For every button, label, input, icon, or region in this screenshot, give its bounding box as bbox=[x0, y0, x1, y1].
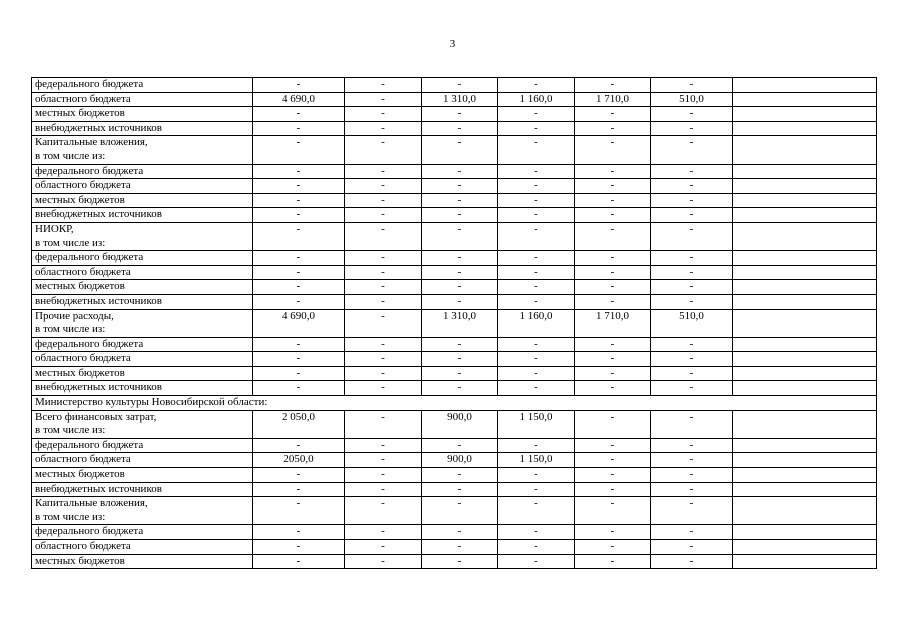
value-cell: 1 310,0 bbox=[422, 92, 498, 107]
value-cell: - bbox=[253, 438, 345, 453]
value-cell: - bbox=[253, 164, 345, 179]
value-cell: - bbox=[345, 193, 422, 208]
row-label-text: местных бюджетов bbox=[35, 554, 125, 567]
value-cell: - bbox=[575, 366, 651, 381]
row-label bbox=[32, 366, 253, 381]
row-label bbox=[32, 107, 253, 122]
value-cell: - bbox=[345, 280, 422, 295]
value-cell: - bbox=[345, 337, 422, 352]
value-cell: - bbox=[498, 280, 575, 295]
table-row bbox=[32, 136, 877, 164]
value-cell: - bbox=[575, 453, 651, 468]
page-number: 3 bbox=[449, 38, 456, 50]
table-row bbox=[32, 92, 877, 107]
value-cell: - bbox=[345, 179, 422, 194]
value-cell: - bbox=[422, 294, 498, 309]
value-cell: - bbox=[422, 497, 498, 525]
row-label bbox=[32, 121, 253, 136]
value-cell: - bbox=[422, 208, 498, 223]
value-cell: 4 690,0 bbox=[253, 309, 345, 337]
value-cell: - bbox=[498, 208, 575, 223]
table-row bbox=[32, 208, 877, 223]
value-cell bbox=[733, 107, 877, 122]
value-cell: - bbox=[422, 136, 498, 164]
value-cell: - bbox=[253, 468, 345, 483]
value-cell bbox=[733, 366, 877, 381]
row-label-text: областного бюджета bbox=[35, 540, 131, 552]
value-cell: - bbox=[422, 381, 498, 396]
table-row bbox=[32, 265, 877, 280]
row-label-subtext: в том числе из: bbox=[35, 510, 106, 523]
value-cell: - bbox=[253, 136, 345, 164]
table-row bbox=[32, 280, 877, 295]
value-cell: - bbox=[253, 337, 345, 352]
value-cell: - bbox=[422, 540, 498, 555]
value-cell: - bbox=[651, 121, 733, 136]
value-cell bbox=[733, 381, 877, 396]
row-label-text: федерального бюджета bbox=[35, 438, 144, 451]
table-row bbox=[32, 497, 877, 525]
row-label-subtext: в том числе из: bbox=[35, 236, 106, 249]
row-label-text: федерального бюджета bbox=[35, 337, 144, 350]
row-label bbox=[32, 92, 253, 107]
value-cell bbox=[733, 482, 877, 497]
value-cell: - bbox=[498, 78, 575, 93]
row-label-text: местных бюджетов bbox=[35, 193, 125, 206]
value-cell: 900,0 bbox=[422, 453, 498, 468]
value-cell: - bbox=[575, 136, 651, 164]
value-cell: - bbox=[422, 280, 498, 295]
value-cell: 4 690,0 bbox=[253, 92, 345, 107]
value-cell: - bbox=[253, 482, 345, 497]
value-cell bbox=[733, 208, 877, 223]
value-cell bbox=[733, 352, 877, 367]
value-cell: 510,0 bbox=[651, 92, 733, 107]
value-cell: - bbox=[498, 468, 575, 483]
row-label-text: внебюджетных источников bbox=[35, 482, 162, 495]
value-cell: - bbox=[575, 410, 651, 438]
value-cell: - bbox=[575, 554, 651, 569]
row-label bbox=[32, 164, 253, 179]
table-row bbox=[32, 78, 877, 93]
row-label-text: местных бюджетов bbox=[35, 280, 125, 293]
row-label-subtext: в том числе из: bbox=[35, 323, 106, 336]
table-row bbox=[32, 337, 877, 352]
value-cell: - bbox=[253, 525, 345, 540]
row-label-text: внебюджетных источников bbox=[35, 294, 162, 307]
value-cell: - bbox=[651, 222, 733, 250]
row-label bbox=[32, 540, 253, 555]
row-label-text: федерального бюджета bbox=[35, 525, 144, 538]
value-cell: - bbox=[345, 453, 422, 468]
value-cell: - bbox=[575, 193, 651, 208]
value-cell: - bbox=[575, 179, 651, 194]
row-label bbox=[32, 438, 253, 453]
value-cell: - bbox=[651, 208, 733, 223]
value-cell: - bbox=[345, 121, 422, 136]
row-label bbox=[32, 309, 253, 337]
value-cell: - bbox=[575, 251, 651, 266]
value-cell: - bbox=[345, 309, 422, 337]
value-cell: - bbox=[575, 107, 651, 122]
value-cell: - bbox=[498, 497, 575, 525]
value-cell: - bbox=[253, 107, 345, 122]
value-cell: - bbox=[575, 525, 651, 540]
row-label bbox=[32, 482, 253, 497]
value-cell bbox=[733, 540, 877, 555]
value-cell bbox=[733, 193, 877, 208]
value-cell: - bbox=[651, 107, 733, 122]
value-cell: - bbox=[253, 208, 345, 223]
value-cell: - bbox=[575, 294, 651, 309]
value-cell: - bbox=[422, 337, 498, 352]
value-cell: - bbox=[345, 352, 422, 367]
row-label-text: областного бюджета bbox=[35, 453, 131, 466]
value-cell: - bbox=[422, 222, 498, 250]
value-cell: - bbox=[575, 222, 651, 250]
value-cell: - bbox=[498, 193, 575, 208]
value-cell bbox=[733, 92, 877, 107]
table-row bbox=[32, 525, 877, 540]
row-label-text: областного бюджета bbox=[35, 179, 131, 192]
section-header: Министерство культуры Новосибирской области: bbox=[32, 396, 877, 411]
value-cell: - bbox=[575, 497, 651, 525]
value-cell: - bbox=[575, 208, 651, 223]
row-label-text: федерального бюджета bbox=[35, 251, 144, 264]
value-cell bbox=[733, 78, 877, 93]
row-label bbox=[32, 251, 253, 266]
value-cell: - bbox=[253, 265, 345, 280]
row-label-text: местных бюджетов bbox=[35, 468, 125, 481]
value-cell: - bbox=[651, 366, 733, 381]
value-cell: - bbox=[498, 294, 575, 309]
value-cell: - bbox=[651, 554, 733, 569]
table-row bbox=[32, 366, 877, 381]
row-label bbox=[32, 554, 253, 569]
value-cell bbox=[733, 554, 877, 569]
value-cell: - bbox=[651, 78, 733, 93]
table-row bbox=[32, 381, 877, 396]
table-row bbox=[32, 482, 877, 497]
value-cell: - bbox=[651, 136, 733, 164]
value-cell: - bbox=[422, 107, 498, 122]
value-cell: - bbox=[498, 222, 575, 250]
table-row bbox=[32, 438, 877, 453]
row-label-text: областного бюджета bbox=[35, 352, 131, 365]
value-cell: - bbox=[498, 251, 575, 266]
value-cell: - bbox=[498, 352, 575, 367]
value-cell: - bbox=[651, 525, 733, 540]
value-cell: - bbox=[253, 352, 345, 367]
row-label-text: Капитальные вложения, bbox=[35, 497, 148, 510]
row-label-text: Капитальные вложения, bbox=[35, 136, 148, 149]
value-cell: - bbox=[422, 265, 498, 280]
value-cell: - bbox=[651, 280, 733, 295]
value-cell: - bbox=[253, 381, 345, 396]
value-cell: - bbox=[345, 410, 422, 438]
value-cell: 1 710,0 bbox=[575, 309, 651, 337]
row-label bbox=[32, 294, 253, 309]
table-row bbox=[32, 396, 877, 411]
row-label bbox=[32, 222, 253, 250]
value-cell: - bbox=[345, 78, 422, 93]
row-label-text: внебюджетных источников bbox=[35, 381, 162, 394]
value-cell: - bbox=[498, 164, 575, 179]
value-cell: - bbox=[422, 179, 498, 194]
table-row bbox=[32, 107, 877, 122]
value-cell: - bbox=[575, 337, 651, 352]
value-cell: - bbox=[345, 381, 422, 396]
value-cell: - bbox=[253, 366, 345, 381]
row-label bbox=[32, 280, 253, 295]
row-label-text: внебюджетных источников bbox=[35, 208, 162, 221]
row-label bbox=[32, 78, 253, 93]
row-label bbox=[32, 497, 253, 525]
value-cell: - bbox=[422, 352, 498, 367]
row-label bbox=[32, 208, 253, 223]
row-label bbox=[32, 453, 253, 468]
value-cell: - bbox=[651, 193, 733, 208]
value-cell: - bbox=[498, 381, 575, 396]
row-label bbox=[32, 337, 253, 352]
value-cell: - bbox=[651, 381, 733, 396]
table-row bbox=[32, 193, 877, 208]
value-cell: - bbox=[498, 540, 575, 555]
value-cell bbox=[733, 438, 877, 453]
value-cell: - bbox=[422, 554, 498, 569]
value-cell: - bbox=[422, 121, 498, 136]
value-cell bbox=[733, 497, 877, 525]
value-cell: 1 150,0 bbox=[498, 453, 575, 468]
value-cell: - bbox=[651, 265, 733, 280]
row-label-text: областного бюджета bbox=[35, 92, 131, 105]
table-row bbox=[32, 164, 877, 179]
table-row bbox=[32, 309, 877, 337]
value-cell bbox=[733, 265, 877, 280]
row-label-text: местных бюджетов bbox=[35, 107, 125, 120]
value-cell bbox=[733, 525, 877, 540]
value-cell: - bbox=[422, 366, 498, 381]
value-cell bbox=[733, 251, 877, 266]
row-label-text: областного бюджета bbox=[35, 265, 131, 278]
value-cell: 1 150,0 bbox=[498, 410, 575, 438]
value-cell: - bbox=[498, 265, 575, 280]
value-cell: - bbox=[253, 280, 345, 295]
value-cell: - bbox=[422, 251, 498, 266]
value-cell: 900,0 bbox=[422, 410, 498, 438]
table-row bbox=[32, 179, 877, 194]
row-label bbox=[32, 193, 253, 208]
value-cell bbox=[733, 121, 877, 136]
financing-table bbox=[31, 77, 877, 569]
value-cell: - bbox=[345, 136, 422, 164]
value-cell: - bbox=[345, 366, 422, 381]
row-label-text: местных бюджетов bbox=[35, 366, 125, 379]
value-cell bbox=[733, 164, 877, 179]
value-cell: - bbox=[651, 410, 733, 438]
value-cell: - bbox=[575, 540, 651, 555]
value-cell: - bbox=[498, 179, 575, 194]
row-label-text: федерального бюджета bbox=[35, 164, 144, 177]
value-cell: - bbox=[575, 78, 651, 93]
value-cell: - bbox=[422, 438, 498, 453]
table-row bbox=[32, 251, 877, 266]
value-cell: - bbox=[345, 208, 422, 223]
value-cell: - bbox=[651, 453, 733, 468]
value-cell: - bbox=[253, 78, 345, 93]
row-label bbox=[32, 352, 253, 367]
row-label-text: Прочие расходы, bbox=[35, 309, 114, 322]
value-cell: - bbox=[575, 482, 651, 497]
row-label-text: Всего финансовых затрат, bbox=[35, 410, 157, 423]
row-label-text: НИОКР, bbox=[35, 222, 74, 235]
value-cell bbox=[733, 280, 877, 295]
value-cell: - bbox=[345, 265, 422, 280]
value-cell: - bbox=[253, 222, 345, 250]
row-label-subtext: в том числе из: bbox=[35, 149, 106, 162]
value-cell: - bbox=[345, 468, 422, 483]
table-row bbox=[32, 468, 877, 483]
value-cell: - bbox=[651, 251, 733, 266]
value-cell: - bbox=[345, 92, 422, 107]
value-cell: - bbox=[422, 525, 498, 540]
value-cell: - bbox=[345, 222, 422, 250]
value-cell: - bbox=[422, 468, 498, 483]
value-cell: 1 160,0 bbox=[498, 309, 575, 337]
row-label bbox=[32, 525, 253, 540]
value-cell: - bbox=[345, 107, 422, 122]
value-cell: - bbox=[345, 540, 422, 555]
value-cell: - bbox=[345, 482, 422, 497]
value-cell: - bbox=[575, 381, 651, 396]
value-cell bbox=[733, 222, 877, 250]
table-row bbox=[32, 222, 877, 250]
value-cell: - bbox=[253, 179, 345, 194]
value-cell: - bbox=[651, 294, 733, 309]
value-cell: - bbox=[651, 337, 733, 352]
value-cell: 1 160,0 bbox=[498, 92, 575, 107]
table-row bbox=[32, 410, 877, 438]
table-body bbox=[32, 78, 877, 569]
table-row bbox=[32, 554, 877, 569]
value-cell: - bbox=[651, 179, 733, 194]
value-cell: 1 310,0 bbox=[422, 309, 498, 337]
value-cell: - bbox=[345, 164, 422, 179]
row-label bbox=[32, 265, 253, 280]
value-cell bbox=[733, 468, 877, 483]
value-cell: - bbox=[345, 438, 422, 453]
value-cell: - bbox=[498, 121, 575, 136]
value-cell: - bbox=[422, 193, 498, 208]
table-row bbox=[32, 540, 877, 555]
table-row bbox=[32, 352, 877, 367]
value-cell: - bbox=[575, 280, 651, 295]
value-cell: - bbox=[498, 438, 575, 453]
row-label-subtext: в том числе из: bbox=[35, 424, 106, 437]
row-label bbox=[32, 381, 253, 396]
row-label bbox=[32, 179, 253, 194]
value-cell: - bbox=[253, 497, 345, 525]
value-cell: 510,0 bbox=[651, 309, 733, 337]
value-cell bbox=[733, 179, 877, 194]
table-row bbox=[32, 453, 877, 468]
value-cell: - bbox=[575, 265, 651, 280]
row-label bbox=[32, 410, 253, 438]
value-cell: - bbox=[651, 540, 733, 555]
row-label bbox=[32, 136, 253, 164]
table-row bbox=[32, 121, 877, 136]
value-cell: - bbox=[575, 164, 651, 179]
value-cell: - bbox=[422, 78, 498, 93]
value-cell: - bbox=[345, 251, 422, 266]
value-cell: - bbox=[498, 482, 575, 497]
value-cell: - bbox=[498, 525, 575, 540]
value-cell: - bbox=[422, 164, 498, 179]
value-cell: - bbox=[498, 554, 575, 569]
value-cell: - bbox=[498, 136, 575, 164]
value-cell: - bbox=[253, 121, 345, 136]
value-cell: - bbox=[345, 294, 422, 309]
value-cell: - bbox=[253, 554, 345, 569]
value-cell bbox=[733, 410, 877, 438]
value-cell: - bbox=[651, 497, 733, 525]
value-cell: - bbox=[422, 482, 498, 497]
value-cell: - bbox=[498, 107, 575, 122]
value-cell: - bbox=[575, 121, 651, 136]
value-cell: - bbox=[498, 337, 575, 352]
value-cell: - bbox=[651, 438, 733, 453]
value-cell: - bbox=[498, 366, 575, 381]
value-cell: - bbox=[345, 497, 422, 525]
value-cell: - bbox=[651, 164, 733, 179]
value-cell: - bbox=[651, 482, 733, 497]
value-cell: - bbox=[651, 468, 733, 483]
value-cell: - bbox=[345, 525, 422, 540]
value-cell: 1 710,0 bbox=[575, 92, 651, 107]
table-row bbox=[32, 294, 877, 309]
row-label bbox=[32, 468, 253, 483]
value-cell: 2050,0 bbox=[253, 453, 345, 468]
value-cell bbox=[733, 453, 877, 468]
value-cell bbox=[733, 309, 877, 337]
value-cell: - bbox=[253, 294, 345, 309]
value-cell bbox=[733, 294, 877, 309]
value-cell: - bbox=[253, 540, 345, 555]
value-cell: - bbox=[345, 554, 422, 569]
value-cell bbox=[733, 337, 877, 352]
value-cell: - bbox=[575, 352, 651, 367]
value-cell: - bbox=[575, 438, 651, 453]
row-label-text: федерального бюджета bbox=[35, 78, 144, 90]
value-cell: - bbox=[575, 468, 651, 483]
value-cell: - bbox=[253, 193, 345, 208]
row-label-text: внебюджетных источников bbox=[35, 121, 162, 134]
value-cell bbox=[733, 136, 877, 164]
value-cell: - bbox=[253, 251, 345, 266]
value-cell: 2 050,0 bbox=[253, 410, 345, 438]
value-cell: - bbox=[651, 352, 733, 367]
